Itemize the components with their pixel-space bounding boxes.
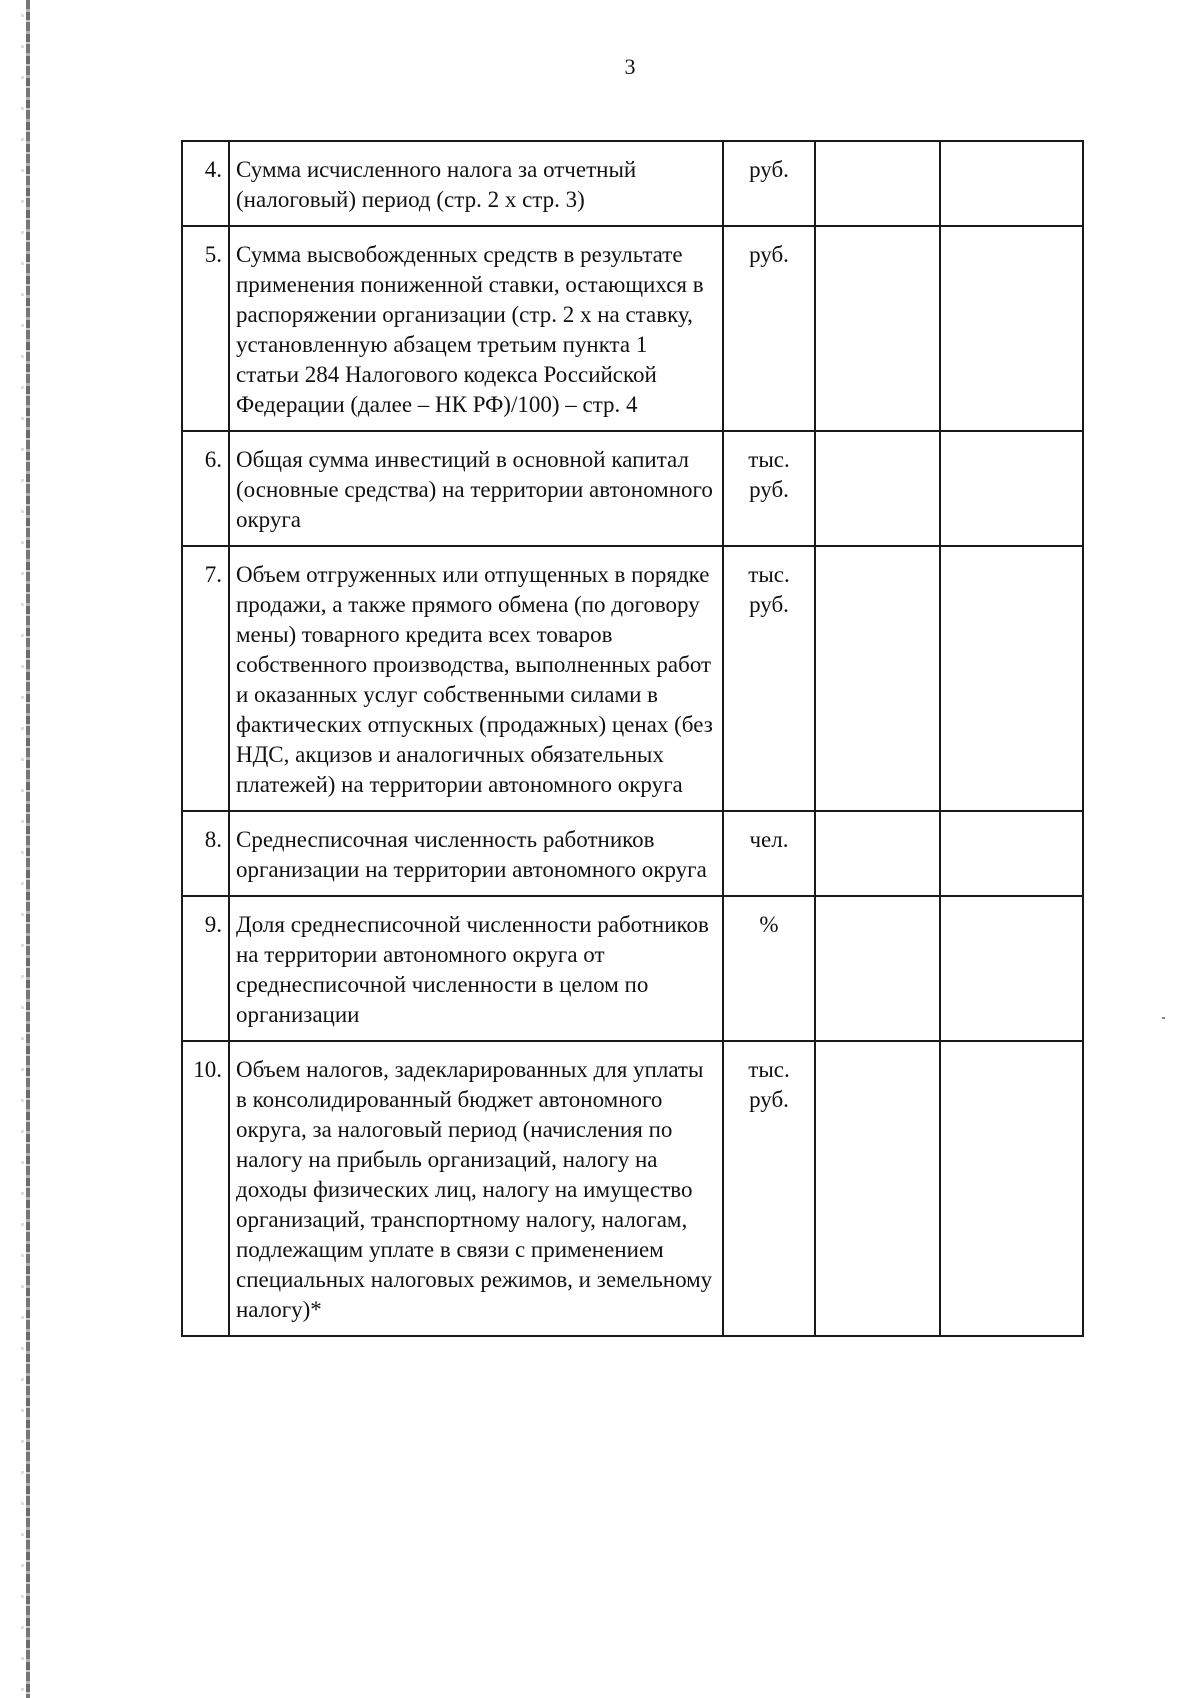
value-cell-1 [815, 226, 940, 431]
row-number: 9. [182, 896, 229, 1041]
unit-cell: руб. [723, 226, 815, 431]
row-number: 6. [182, 431, 229, 546]
table-row [182, 896, 1083, 1041]
indicator-description: Сумма высвобожденных средств в результате применения пониженной ставки, остающихся в распоряжении организации (стр. 2 х на ставку, установленную абзацем третьим пункта 1 статьи 284 Налогового кодекса Российской Федерации (далее – НК РФ)/100) – стр. 4 [229, 226, 723, 431]
table-row [182, 546, 1083, 811]
table-row [182, 141, 1083, 226]
indicator-description: Сумма исчисленного налога за отчетный (налоговый) период (стр. 2 х стр. 3) [229, 141, 723, 226]
value-cell-2 [940, 546, 1083, 811]
indicator-table [181, 140, 1084, 1337]
unit-cell: тыс. руб. [723, 1041, 815, 1336]
value-cell-2 [940, 1041, 1083, 1336]
value-cell-1 [815, 546, 940, 811]
value-cell-1 [815, 431, 940, 546]
indicator-description: Объем отгруженных или отпущенных в порядке продажи, а также прямого обмена (по договору мены) товарного кредита всех товаров собственного производства, выполненных работ и оказанных услуг собственными силами в фактических отпускных (продажных) ценах (без НДС, акцизов и аналогичных обязательных платежей) на территории автономного округа [229, 546, 723, 811]
value-cell-2 [940, 896, 1083, 1041]
value-cell-2 [940, 431, 1083, 546]
table-row [182, 431, 1083, 546]
scan-edge-shadow [21, 0, 24, 1698]
value-cell-1 [815, 1041, 940, 1336]
unit-cell: тыс. руб. [723, 431, 815, 546]
table-row [182, 226, 1083, 431]
unit-cell: руб. [723, 141, 815, 226]
row-number: 4. [182, 141, 229, 226]
page-number: 3 [624, 54, 636, 79]
table-row [182, 1041, 1083, 1336]
unit-cell: чел. [723, 811, 815, 896]
indicator-description: Доля среднесписочной численности работников на территории автономного округа от среднесписочной численности в целом по организации [229, 896, 723, 1041]
scan-edge [26, 0, 30, 1698]
value-cell-2 [940, 141, 1083, 226]
value-cell-2 [940, 226, 1083, 431]
value-cell-1 [815, 811, 940, 896]
value-cell-1 [815, 896, 940, 1041]
row-number: 8. [182, 811, 229, 896]
unit-cell: % [723, 896, 815, 1041]
row-number: 10. [182, 1041, 229, 1336]
indicator-description: Общая сумма инвестиций в основной капитал (основные средства) на территории автономного округа [229, 431, 723, 546]
indicator-description: Объем налогов, задекларированных для уплаты в консолидированный бюджет автономного округа, за налоговый период (начисления по налогу на прибыль организаций, налогу на доходы физических лиц, налогу на имущество организаций, транспортному налогу, налогам, подлежащим уплате в связи с применением специальных налоговых режимов, и земельному налогу)* [229, 1041, 723, 1336]
row-number: 7. [182, 546, 229, 811]
value-cell-2 [940, 811, 1083, 896]
value-cell-1 [815, 141, 940, 226]
row-number: 5. [182, 226, 229, 431]
scan-speck [1162, 1017, 1165, 1019]
indicator-description: Среднесписочная численность работников организации на территории автономного округа [229, 811, 723, 896]
unit-cell: тыс. руб. [723, 546, 815, 811]
table-row [182, 811, 1083, 896]
